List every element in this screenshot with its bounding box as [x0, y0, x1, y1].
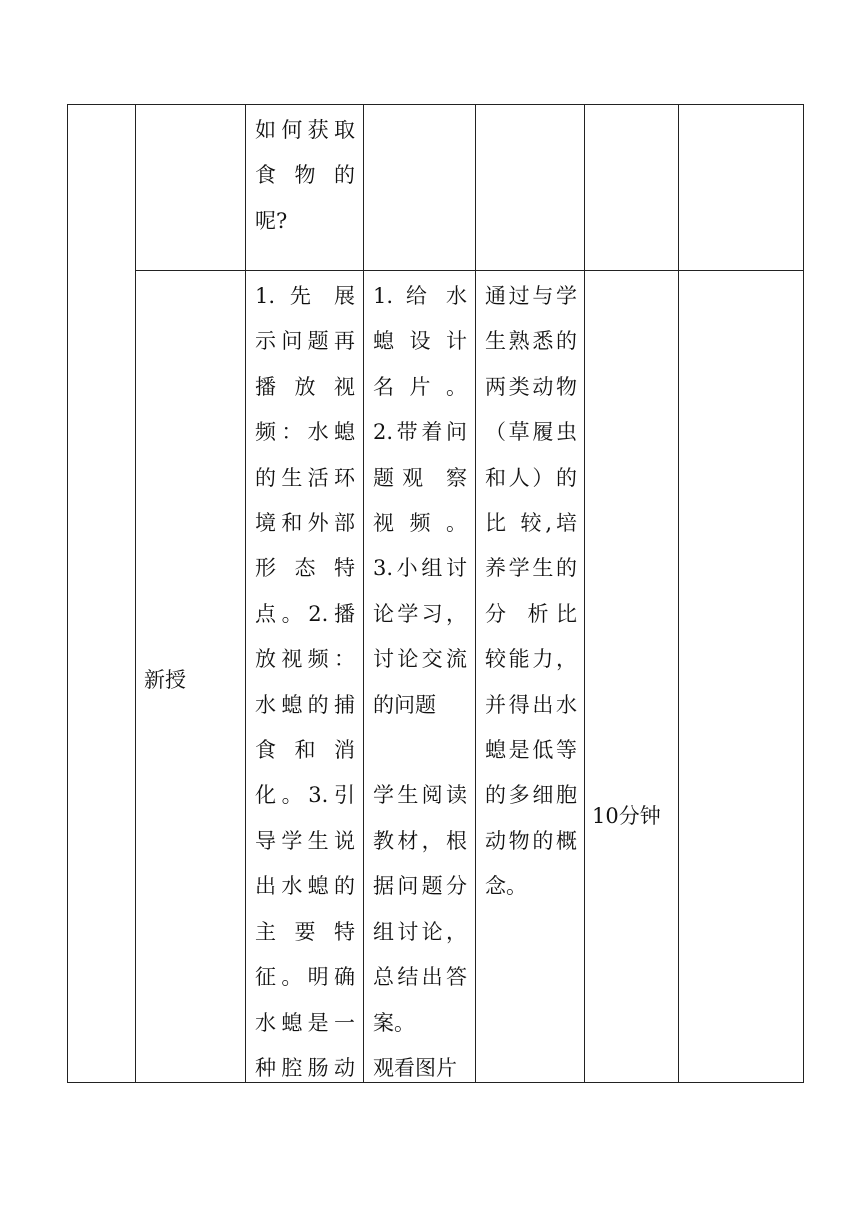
text-line: 频：水螅: [255, 420, 355, 445]
text-line: 境和外部: [255, 511, 355, 536]
text-line: 念。: [485, 874, 527, 899]
text-line: 的生活环: [255, 465, 355, 490]
text-line: 主 要 特: [255, 919, 355, 944]
text-line: 较能力，: [485, 647, 577, 672]
student-activity-cell: [373, 274, 467, 1091]
table-divider: [363, 104, 364, 1083]
text-line: 食 物 的: [255, 163, 355, 188]
text-line: 食 和 消: [255, 738, 355, 763]
table-divider: [584, 104, 585, 1083]
text-line: 的多细胞: [485, 783, 577, 808]
text-line: 呢?: [255, 208, 288, 233]
text-line: 总结出答: [373, 965, 467, 990]
text-line: 视 频 。: [373, 511, 467, 536]
text-line: 案。: [373, 1010, 415, 1035]
text-line: 并得出水: [485, 692, 577, 717]
text-line: 放视频：: [255, 647, 355, 672]
text-line: 种腔肠动: [255, 1055, 355, 1080]
text-line: 1. 给 水: [373, 284, 467, 308]
text-line: 螅 设 计: [373, 329, 467, 354]
text-line: 讨论交流: [373, 647, 467, 672]
text-line: 题观 察: [373, 465, 467, 490]
text-line: 养学生的: [485, 556, 577, 581]
text-line: 化。3.引: [255, 783, 355, 808]
text-line: 示问题再: [255, 329, 355, 354]
text-line: 的问题: [373, 692, 436, 717]
text-line: 水螅是一: [255, 1010, 355, 1035]
text-line: 水螅的捕: [255, 692, 355, 717]
text-line: 观看图片: [373, 1055, 457, 1080]
design-intent-cell: [485, 274, 577, 910]
section-label: 新授: [144, 668, 186, 692]
row-divider: [135, 270, 804, 271]
text-line: 分 析比: [485, 601, 577, 626]
text-line: 生熟悉的: [485, 329, 577, 354]
table-divider: [475, 104, 476, 1083]
text-line: 通过与学: [485, 284, 577, 308]
text-line: 如何获取: [255, 118, 355, 142]
text-line: 组讨论，: [373, 919, 467, 944]
time-allocation: 10分钟: [592, 804, 661, 828]
table-border-right: [803, 104, 804, 1083]
table-divider: [245, 104, 246, 1083]
text-line: 导学生说: [255, 828, 355, 853]
text-line: [373, 728, 467, 773]
table-divider: [135, 104, 136, 1083]
table-divider: [678, 104, 679, 1083]
text-line: 2.带着问: [373, 420, 467, 445]
text-line: 和人）的: [485, 465, 577, 490]
teacher-activity-cell: [255, 274, 355, 1091]
table-border-top: [67, 104, 804, 105]
text-line: 两类动物: [485, 374, 577, 399]
text-line: 据问题分: [373, 874, 467, 899]
text-line: 3.小组讨: [373, 556, 467, 581]
text-line: 教材，根: [373, 828, 467, 853]
text-line: 形 态 特: [255, 556, 355, 581]
text-line: 学生阅读: [373, 783, 467, 808]
row1-content-cell: [255, 108, 355, 244]
text-line: （草履虫: [485, 420, 577, 445]
text-line: 1. 先 展: [255, 284, 355, 308]
text-line: 论学习，: [373, 601, 467, 626]
text-line: 名 片 。: [373, 374, 467, 399]
text-line: 动物的概: [485, 828, 577, 853]
text-line: 点。2.播: [255, 601, 355, 626]
lesson-plan-table: [67, 104, 804, 1083]
text-line: 螅是低等: [485, 738, 577, 763]
text-line: 比 较,培: [485, 511, 577, 536]
text-line: 征。明确: [255, 965, 355, 990]
table-border-left: [67, 104, 68, 1083]
text-line: 播 放 视: [255, 374, 355, 399]
text-line: 出水螅的: [255, 874, 355, 899]
